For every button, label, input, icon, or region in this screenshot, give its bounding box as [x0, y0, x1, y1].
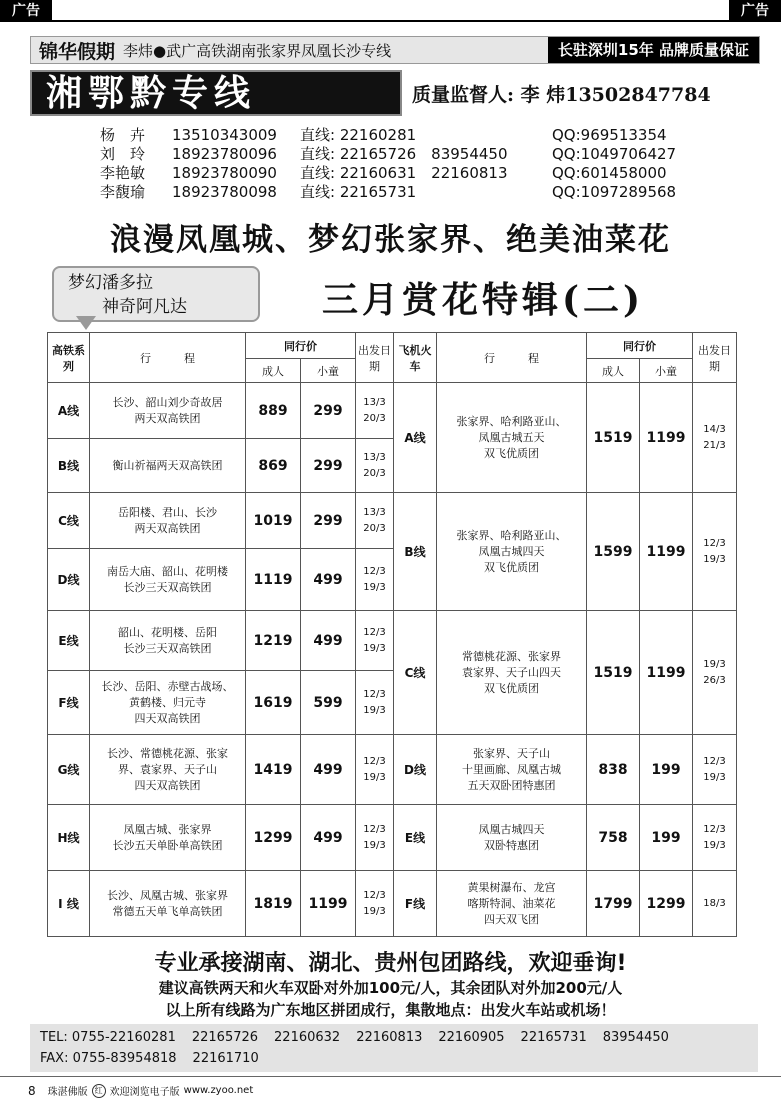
date-line: 13/3 [363, 451, 386, 463]
route-desc [90, 735, 246, 805]
price-child: 299 [301, 383, 356, 439]
route-desc [437, 383, 587, 493]
publisher-logo-icon: 红 [92, 1084, 106, 1098]
price-child: 299 [301, 439, 356, 493]
route-line: 衡山祈福两天双高铁团 [112, 458, 223, 472]
route-desc [437, 611, 587, 735]
route-line: 凤凰古城四天 [478, 544, 545, 558]
tel-fax-box [30, 1024, 758, 1072]
route-line: 双飞优质团 [484, 681, 539, 695]
route-code: A线 [394, 383, 437, 493]
ad-tag-left: 广告 [0, 0, 52, 22]
brand-bar [30, 36, 760, 64]
route-code: C线 [48, 493, 90, 549]
top-rule [0, 20, 781, 22]
route-line: 张家界、哈利路亚山、 [456, 414, 567, 428]
date-line: 12/3 [363, 889, 386, 901]
fax-label: FAX: 0755-83954818 [40, 1051, 177, 1066]
route-line: 双飞优质团 [484, 446, 539, 460]
tel-number: 22165731 [520, 1030, 587, 1045]
date-line: 20/3 [363, 467, 386, 479]
special-edition-title: 三月赏花特辑(二) [322, 279, 645, 321]
date-line: 26/3 [703, 674, 726, 686]
route-code: F线 [394, 871, 437, 937]
page-footer [28, 1083, 253, 1098]
footer-note: 以上所有线路为广东地区拼团成行，集散地点：出发火车站或机场！ [165, 1001, 616, 1019]
price-adult: 1819 [246, 871, 301, 937]
route-line: 长沙三天双高铁团 [123, 580, 212, 594]
route-desc [437, 871, 587, 937]
date-line: 12/3 [363, 565, 386, 577]
route-line: 张家界、哈利路亚山、 [456, 528, 567, 542]
speech-bubble-tail [76, 316, 96, 330]
header-date: 出发日期 [356, 333, 394, 383]
price-child: 499 [301, 805, 356, 871]
contact-direct-line: 直线: 22165731 [300, 183, 417, 201]
departure-date [693, 383, 737, 493]
route-line: 南岳大庙、韶山、花明楼 [107, 564, 228, 578]
contact-row [100, 126, 752, 145]
departure-date [693, 805, 737, 871]
page-number: 8 [28, 1083, 36, 1098]
price-adult: 1299 [246, 805, 301, 871]
route-line: 四天双高铁团 [134, 778, 201, 792]
departure-date [356, 871, 394, 937]
price-child: 499 [301, 735, 356, 805]
quality-supervisor: 质量监督人: 李 炜13502847784 [412, 84, 711, 106]
route-line: 袁家界、天子山四天 [462, 665, 561, 679]
tel-number: 22160905 [438, 1030, 505, 1045]
route-line: 长沙、凤凰古城、张家界 [107, 888, 228, 902]
route-code: E线 [48, 611, 90, 671]
contact-list [100, 126, 752, 202]
contact-qq: QQ:969513354 [552, 126, 667, 144]
route-line: 凤凰古城四天 [478, 822, 545, 836]
date-line: 19/3 [703, 658, 726, 670]
tel-number: 22165726 [191, 1030, 259, 1045]
header-series: 飞机火车 [394, 333, 437, 383]
brand-name: 锦华假期 [39, 40, 116, 63]
page-title: 湘鄂黔专线 [30, 70, 402, 116]
contact-row [100, 164, 752, 183]
route-desc [90, 611, 246, 671]
price-child: 299 [301, 493, 356, 549]
price-child: 1199 [640, 493, 693, 611]
date-line: 19/3 [363, 771, 386, 783]
contact-qq: QQ:601458000 [552, 164, 667, 182]
price-child: 1199 [301, 871, 356, 937]
contact-name: 李艳敏 [100, 164, 146, 182]
route-code: A线 [48, 383, 90, 439]
route-code: E线 [394, 805, 437, 871]
departure-date [356, 439, 394, 493]
price-adult: 869 [246, 439, 301, 493]
departure-date [356, 611, 394, 671]
date-line: 12/3 [363, 626, 386, 638]
site-url: www.zyoo.net [183, 1085, 254, 1096]
route-desc [90, 549, 246, 611]
tel-number: 22160632 [274, 1030, 341, 1045]
fax-row [40, 1048, 748, 1069]
date-line: 12/3 [703, 537, 726, 549]
tel-label: TEL: 0755-22160281 [40, 1030, 176, 1045]
date-line: 19/3 [703, 839, 726, 851]
header-child: 小童 [640, 359, 693, 383]
date-line: 19/3 [363, 642, 386, 654]
price-child: 1199 [640, 383, 693, 493]
footer-note: 建议高铁两天和火车双卧对外加100元/人，其余团队对外加200元/人 [158, 979, 623, 997]
departure-date [356, 549, 394, 611]
page-rule [0, 1076, 781, 1077]
table-row [48, 871, 737, 937]
tel-number: 22160813 [356, 1030, 423, 1045]
route-desc [437, 735, 587, 805]
contact-phone: 18923780090 [172, 164, 277, 182]
route-desc [90, 439, 246, 493]
price-child: 1299 [640, 871, 693, 937]
route-line: 张家界、天子山 [473, 746, 550, 760]
departure-date [693, 735, 737, 805]
routes-price-table [47, 332, 737, 937]
price-child: 199 [640, 805, 693, 871]
departure-date [356, 671, 394, 735]
route-code: B线 [394, 493, 437, 611]
route-line: 双卧特惠团 [484, 838, 539, 852]
price-adult: 1519 [587, 611, 640, 735]
date-line: 19/3 [363, 704, 386, 716]
departure-date [356, 493, 394, 549]
price-adult: 889 [246, 383, 301, 439]
header-price: 同行价 [246, 333, 356, 359]
departure-date [356, 383, 394, 439]
price-adult: 758 [587, 805, 640, 871]
route-code: D线 [394, 735, 437, 805]
price-adult: 1599 [587, 493, 640, 611]
route-desc [437, 493, 587, 611]
fax-number: 22161710 [192, 1051, 259, 1066]
date-line: 19/3 [363, 581, 386, 593]
route-line: 凤凰古城、张家界 [123, 822, 212, 836]
route-code: F线 [48, 671, 90, 735]
date-line: 18/3 [703, 897, 726, 909]
footer-headline: 专业承接湖南、湖北、贵州包团路线，欢迎垂询! [154, 951, 627, 976]
route-code: G线 [48, 735, 90, 805]
departure-date [693, 611, 737, 735]
route-line: 两天双高铁团 [134, 521, 201, 535]
header-route: 行 程 [437, 333, 587, 383]
route-line: 黄鹤楼、归元寺 [129, 695, 206, 709]
route-code: D线 [48, 549, 90, 611]
price-adult: 1019 [246, 493, 301, 549]
date-line: 19/3 [363, 905, 386, 917]
contact-qq: QQ:1097289568 [552, 183, 677, 201]
route-line: 十里画廊、凤凰古城 [462, 762, 561, 776]
date-line: 19/3 [363, 839, 386, 851]
route-line: 界、袁家界、天子山 [118, 762, 217, 776]
route-line: 两天双高铁团 [134, 411, 201, 425]
price-adult: 1219 [246, 611, 301, 671]
price-adult: 1419 [246, 735, 301, 805]
date-line: 13/3 [363, 506, 386, 518]
departure-date [356, 805, 394, 871]
route-line: 长沙五天单卧单高铁团 [112, 838, 223, 852]
date-line: 12/3 [703, 823, 726, 835]
table-row [48, 611, 737, 671]
header-series: 高铁系列 [48, 333, 90, 383]
contact-name: 刘 玲 [100, 145, 146, 163]
route-code: I 线 [48, 871, 90, 937]
route-desc [90, 383, 246, 439]
date-line: 12/3 [363, 755, 386, 767]
price-child: 499 [301, 549, 356, 611]
route-code: H线 [48, 805, 90, 871]
route-line: 四天双飞团 [484, 912, 539, 926]
route-line: 长沙三天双高铁团 [123, 641, 212, 655]
date-line: 12/3 [363, 823, 386, 835]
table-row [48, 383, 737, 439]
headline-slogan: 浪漫凤凰城、梦幻张家界、绝美油菜花 [110, 222, 671, 258]
price-child: 199 [640, 735, 693, 805]
route-line: 韶山、花明楼、岳阳 [118, 625, 217, 639]
contact-direct-line: 直线: 22160281 [300, 126, 417, 144]
contact-row [100, 183, 752, 202]
ad-tag-right: 广告 [729, 0, 781, 22]
header-price: 同行价 [587, 333, 693, 359]
table-row [48, 805, 737, 871]
route-line: 岳阳楼、君山、长沙 [118, 505, 217, 519]
price-adult: 838 [587, 735, 640, 805]
route-line: 常德五天单飞单高铁团 [112, 904, 223, 918]
welcome-text: 欢迎浏览电子版 [109, 1087, 180, 1098]
departure-date [693, 871, 737, 937]
route-desc [90, 671, 246, 735]
table-row [48, 493, 737, 549]
header-date: 出发日期 [693, 333, 737, 383]
header-child: 小童 [301, 359, 356, 383]
contact-direct-line: 直线: 22165726 83954450 [300, 145, 508, 163]
route-line: 喀斯特洞、油菜花 [467, 896, 556, 910]
price-adult: 1799 [587, 871, 640, 937]
bubble-line: 神奇阿凡达 [102, 297, 187, 317]
route-desc [90, 805, 246, 871]
contact-name: 李馥瑜 [100, 183, 146, 201]
price-adult: 1119 [246, 549, 301, 611]
route-line: 长沙、韶山刘少奇故居 [112, 395, 223, 409]
route-desc [437, 805, 587, 871]
contact-phone: 18923780096 [172, 145, 277, 163]
route-code: B线 [48, 439, 90, 493]
route-line: 常德桃花源、张家界 [462, 649, 561, 663]
bubble-line: 梦幻潘多拉 [68, 273, 153, 293]
brand-route: 李炜●武广高铁湖南张家界凤凰长沙专线 [123, 41, 392, 60]
departure-date [356, 735, 394, 805]
speech-bubble [52, 266, 260, 322]
price-adult: 1519 [587, 383, 640, 493]
route-code: C线 [394, 611, 437, 735]
date-line: 19/3 [703, 553, 726, 565]
route-desc [90, 871, 246, 937]
route-line: 凤凰古城五天 [478, 430, 545, 444]
brand-slogan: 长驻深圳15年 品牌质量保证 [548, 37, 759, 63]
route-line: 四天双高铁团 [134, 711, 201, 725]
table-row [48, 735, 737, 805]
route-line: 双飞优质团 [484, 560, 539, 574]
route-desc [90, 493, 246, 549]
route-line: 长沙、岳阳、赤壁古战场、 [101, 679, 234, 693]
date-line: 13/3 [363, 396, 386, 408]
contact-name: 杨 卉 [100, 126, 146, 144]
contact-direct-line: 直线: 22160631 22160813 [300, 164, 508, 182]
route-line: 长沙、常德桃花源、张家 [107, 746, 228, 760]
date-line: 12/3 [703, 755, 726, 767]
tel-number: 83954450 [602, 1030, 669, 1045]
price-child: 599 [301, 671, 356, 735]
price-child: 499 [301, 611, 356, 671]
header-adult: 成人 [246, 359, 301, 383]
date-line: 19/3 [703, 771, 726, 783]
edition-label: 珠湛佛版 [47, 1087, 88, 1098]
date-line: 20/3 [363, 412, 386, 424]
date-line: 12/3 [363, 688, 386, 700]
contact-phone: 13510343009 [172, 126, 277, 144]
date-line: 14/3 [703, 423, 726, 435]
price-child: 1199 [640, 611, 693, 735]
route-line: 五天双卧团特惠团 [467, 778, 556, 792]
tel-row [40, 1027, 748, 1048]
header-route: 行 程 [90, 333, 246, 383]
price-adult: 1619 [246, 671, 301, 735]
departure-date [693, 493, 737, 611]
header-adult: 成人 [587, 359, 640, 383]
contact-row [100, 145, 752, 164]
contact-phone: 18923780098 [172, 183, 277, 201]
date-line: 20/3 [363, 522, 386, 534]
contact-qq: QQ:1049706427 [552, 145, 677, 163]
route-line: 黄果树瀑布、龙宫 [467, 880, 556, 894]
date-line: 21/3 [703, 439, 726, 451]
